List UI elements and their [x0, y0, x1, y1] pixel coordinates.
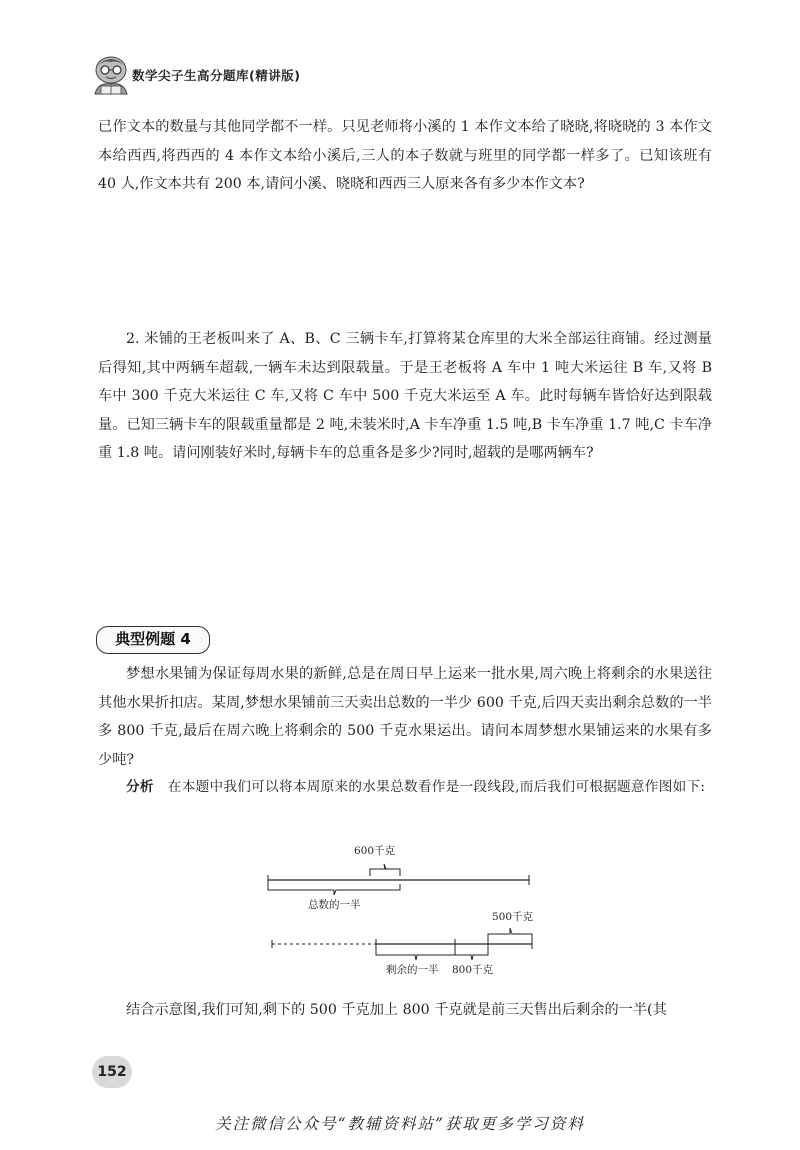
- running-header: [92, 54, 362, 98]
- brace-half-total: [268, 884, 400, 895]
- example-problem-text: 梦想水果铺为保证每周水果的新鲜,总是在周日早上运来一批水果,周六晚上将剩余的水果送往其他水果折扣店。某周,梦想水果铺前三天卖出总数的一半少 600 千克,后四天卖出剩余总数的一半多 800 千克,最后在周六晚上将剩余的 500 千克水果运出。请问本周梦想水果铺运来的水果有多少吨?: [98, 666, 712, 768]
- footer-notice: 关注微信公众号“教辅资料站”获取更多学习资料: [215, 1115, 585, 1133]
- analysis-text: 在本题中我们可以将本周原来的水果总数看作是一段线段,而后我们可根据题意作图如下:: [167, 779, 706, 795]
- label-800kg: 800千克: [452, 964, 494, 976]
- student-mascot-icon: [92, 54, 130, 96]
- page-number: 152: [92, 1056, 132, 1088]
- label-500kg: 500千克: [492, 911, 534, 923]
- book-title: 数学尖子生高分题库(精讲版): [132, 68, 301, 83]
- example-badge: 典型例题 4: [96, 626, 210, 654]
- label-600kg: 600千克: [354, 845, 396, 857]
- brace-800kg: [455, 948, 488, 960]
- brace-600kg: [370, 864, 400, 876]
- brace-half-rest: [376, 948, 455, 960]
- label-half-rest: 剩余的一半: [386, 964, 439, 976]
- label-half-total: 总数的一半: [308, 899, 361, 911]
- conclusion-text: 结合示意图,我们可知,剩下的 500 千克加上 800 千克就是前三天售出后剩余的一半(其: [126, 1002, 667, 1018]
- problem-2: 2. 米铺的王老板叫来了 A、B、C 三辆卡车,打算将某仓库里的大米全部运往商铺。经过测量后得知,其中两辆车超载,一辆车未达到限载量。于是王老板将 A 车中 1 吨大米运往 B 车,又将 B 车中 300 千克大米运往 C 车,又将 C 车中 500 千克大米运至 A 车。此时每辆车皆恰好达到限载量。已知三辆卡车的限载重量都是 2 吨,未装米时,A 卡车净重 1.5 吨,B 卡车净重 1.7 吨,C 卡车净重 1.8 吨。请问刚装好米时,每辆卡车的总重各是多少?同时,超载的是哪两辆车?: [98, 331, 712, 461]
- line-segment-diagram: [260, 838, 550, 988]
- analysis-label: 分析: [126, 779, 154, 795]
- analysis-paragraph: [98, 773, 712, 802]
- brace-500kg: [488, 928, 532, 942]
- problem-1-continued: 已作文本的数量与其他同学都不一样。只见老师将小溪的 1 本作文本给了晓晓,将晓晓的 3 本作文本给西西,将西西的 4 本作文本给小溪后,三人的本子数就与班里的同学都一样多了。已知该班有 40 人,作文本共有 200 本,请问小溪、晓晓和西西三人原来各有多少本作文本?: [98, 119, 712, 192]
